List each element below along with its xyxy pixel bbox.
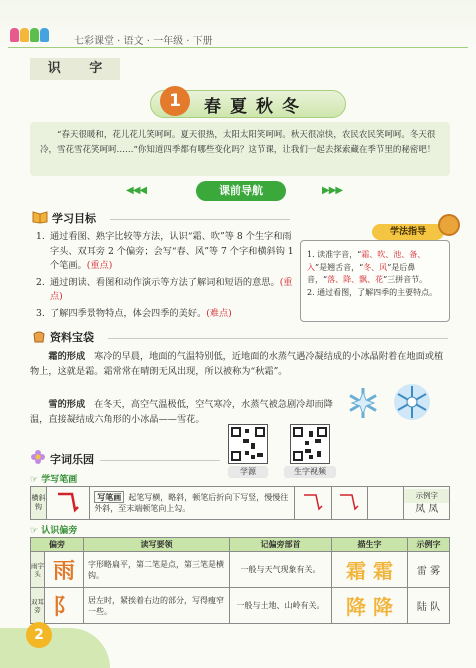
tips-item-1 [307,249,443,287]
example-cell [404,487,450,520]
radical-side-label: 双耳旁 [31,588,45,624]
reference-heading: 资料宝袋 [50,331,94,344]
radical-glyph [45,588,84,624]
lesson-number: 1 [160,86,190,116]
words-heading: 字词乐园 [50,453,94,466]
goal-item [36,307,300,322]
goal-text: 通过看图、熟字比较等方法，认识“霜、吹”等 8 个生字和雨字头、双耳旁 2 个偏旁；会写“春、风”等 7 个字和横斜钩 1 个笔画。 [50,231,294,271]
series-title: 七彩课堂 · 语文 · 一年级 · 下册 [74,36,213,47]
trace-chars-text: 霜 霜 [346,559,393,583]
radical-tip: 字形略扁平，第二笔是点，第三笔是横钩。 [84,552,230,588]
frost-label: 霜的形成 [48,351,86,362]
tips-box [300,240,450,322]
trace-chars[interactable] [332,588,408,624]
col-header: 示例字 [408,538,450,552]
radical-side-label: 雨字头 [31,552,45,588]
qr-code-image[interactable] [290,424,330,464]
tips-tag: 学法指导 [372,224,444,240]
pouch-icon [32,329,46,343]
example-head: 示例字 [404,489,449,503]
write-stroke-label: 学写笔画 [41,475,78,485]
goal-number: 2. [36,276,45,288]
tips-text: 1. 读准字音，“ [307,250,362,259]
stroke-side-label: 横斜钩 [31,487,47,520]
series-logo [10,28,58,44]
hand-icon: ☞ [30,526,42,536]
col-header: 记偏旁部首 [230,538,332,552]
qr-label: 生字视频 [284,466,336,478]
radical-glyph-text: 阝 [52,594,75,620]
tips-highlight: 冬、风 [363,262,388,272]
snow-paragraph [30,397,342,427]
stroke-table [30,486,450,520]
footer-hill [0,628,110,668]
nav-arrows-right: ▶▶▶ [322,185,343,196]
snow-label: 雪的形成 [48,399,86,410]
goal-item [36,230,300,274]
tips-text: ”是后鼻音，“ [307,262,416,284]
goals-heading: 学习目标 [52,212,96,225]
page-number: 2 [26,622,52,648]
tips-item-2: 2. 通过看图，了解四季的主要特点。 [307,287,438,297]
snow-text: 在冬天，高空气温极低，空气寒冷，水蒸气被急剧冷却而降温，直接凝结成六角形的小冰晶——雪花。 [30,399,333,425]
trace-stroke-icon [337,490,361,514]
goal-tag: (难点) [206,307,232,319]
col-header: 描生字 [332,538,408,552]
tips-highlight: 霜、吹、池、备、入 [307,250,426,272]
radical-table [30,537,450,624]
goal-number: 1. [36,231,45,242]
header-divider [8,47,468,48]
goals-rule [110,219,290,220]
goals-list [36,230,300,323]
tips-text: ”三拼音节。 [383,275,428,284]
intro-text: “春天很暖和，花儿花儿笑呵呵。夏天很热，太阳太阳笑呵呵。秋天很凉快，农民农民笑呵呵。冬天很冷，雪花雪花笑呵呵……”你知道四季都有哪些变化吗？这节课，让我们一起去探索藏在季节里的秘密吧！ [40,130,436,155]
radical-meaning: 一般与天气现象有关。 [230,552,332,588]
trace-box[interactable] [367,487,403,520]
trace-stroke-icon [301,490,325,514]
lion-mascot-icon [438,214,460,236]
stroke-label: 写笔画 [94,491,124,503]
qr-label: 学源 [228,466,268,478]
snowflake-icon [392,382,432,422]
radical-glyph-text: 雨 [52,558,75,584]
book-icon [32,210,48,224]
table-row [31,588,450,624]
stroke-desc-cell [90,487,295,520]
trace-chars-text: 降 降 [346,595,393,619]
reference-rule [108,338,448,339]
frost-text: 寒冷的早晨，地面的气温特别低，近地面的水蒸气遇冷凝结成的小冰晶附着在地面或植物上，这就是霜。霜常常在晴朗无风出现，所以被称为“秋霜”。 [30,351,444,377]
trace-box[interactable] [331,487,367,520]
header-band [0,0,476,50]
snowflake-icon [346,386,380,420]
example-chars: 凤 凤 [415,504,439,515]
section-tag: 识 字 [30,58,120,80]
stroke-desc: 起笔写横，略斜，顿笔后折向下写竖，慢慢往外斜，至末端顿笔向上勾。 [94,493,289,513]
stroke-glyph-icon [54,488,82,516]
goal-text: 通过朗读、看图和动作演示等方法了解词和短语的意思。 [50,276,280,288]
hand-icon: ☞ [30,475,42,485]
flower-icon [30,449,46,465]
col-header: 读写要领 [84,538,230,552]
words-rule [100,460,220,461]
radical-example: 陆 队 [408,588,450,624]
tips-text: ”是翘舌音，“ [315,262,364,272]
trace-chars[interactable] [332,552,408,588]
radical-example: 雷 雾 [408,552,450,588]
frost-paragraph [30,349,448,379]
stroke-demo [46,487,89,520]
tips-highlight: 落、降、飘、花 [327,275,384,284]
goal-tag: (重点) [86,260,113,271]
goal-number: 3. [36,307,45,319]
goal-item [36,276,300,305]
table-header-row [31,538,450,552]
radical-heading [30,523,77,536]
radical-glyph [45,552,84,588]
goal-text: 了解四季景物特点，体会四季的美好。 [50,307,207,319]
nav-pill: 课前导航 [196,181,286,201]
radical-tip: 居左时，紧挨着右边的部分，写得瘦窄一些。 [84,588,230,624]
qr-code-image[interactable] [228,424,268,464]
nav-arrows-left: ◀◀◀ [126,185,147,196]
lesson-title: 春夏秋冬 [204,97,308,117]
col-header: 偏旁 [31,538,84,552]
table-row [31,552,450,588]
goal-tag: (重点) [50,276,293,302]
radical-meaning: 一般与土地、山岭有关。 [230,588,332,624]
write-stroke-heading [30,472,77,485]
intro-box [30,122,450,176]
radical-label: 认识偏旁 [41,526,78,536]
trace-box[interactable] [295,487,331,520]
